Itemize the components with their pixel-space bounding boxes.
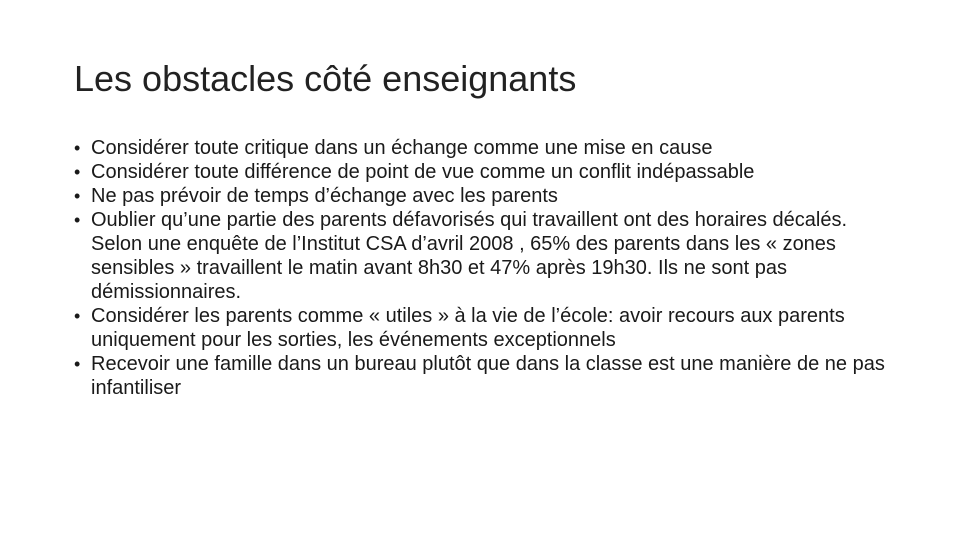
bullet-text: Recevoir une famille dans un bureau plutôt que dans la classe est une manière de ne pas infantiliser: [91, 353, 885, 399]
list-item: [74, 136, 894, 160]
bullet-list: [74, 136, 894, 400]
list-item: [74, 208, 894, 304]
bullet-dot-icon: •: [74, 354, 81, 374]
slide-title: Les obstacles côté enseignants: [74, 58, 577, 99]
list-item: [74, 160, 894, 184]
bullet-text: Ne pas prévoir de temps d’échange avec les parents: [91, 185, 558, 207]
bullet-dot-icon: •: [74, 138, 81, 158]
list-item: [74, 304, 894, 352]
bullet-dot-icon: •: [74, 210, 81, 230]
list-item: [74, 184, 894, 208]
bullet-text: Oublier qu’une partie des parents défavorisés qui travaillent ont des horaires décalés. Selon une enquête de l’Institut CSA d’avril 2008 , 65% des parents dans les « zones sensibles » travaillent le matin avant 8h30 et 47% après 19h30. Ils ne sont pas démissionnaires.: [91, 209, 847, 303]
bullet-dot-icon: •: [74, 306, 81, 326]
bullet-text: Considérer les parents comme « utiles » à la vie de l’école: avoir recours aux parents uniquement pour les sorties, les événements exceptionnels: [91, 305, 845, 351]
bullet-text: Considérer toute critique dans un échange comme une mise en cause: [91, 137, 713, 159]
list-item: [74, 352, 894, 400]
bullet-text: Considérer toute différence de point de vue comme un conflit indépassable: [91, 161, 755, 183]
bullet-dot-icon: •: [74, 186, 81, 206]
bullet-dot-icon: •: [74, 162, 81, 182]
